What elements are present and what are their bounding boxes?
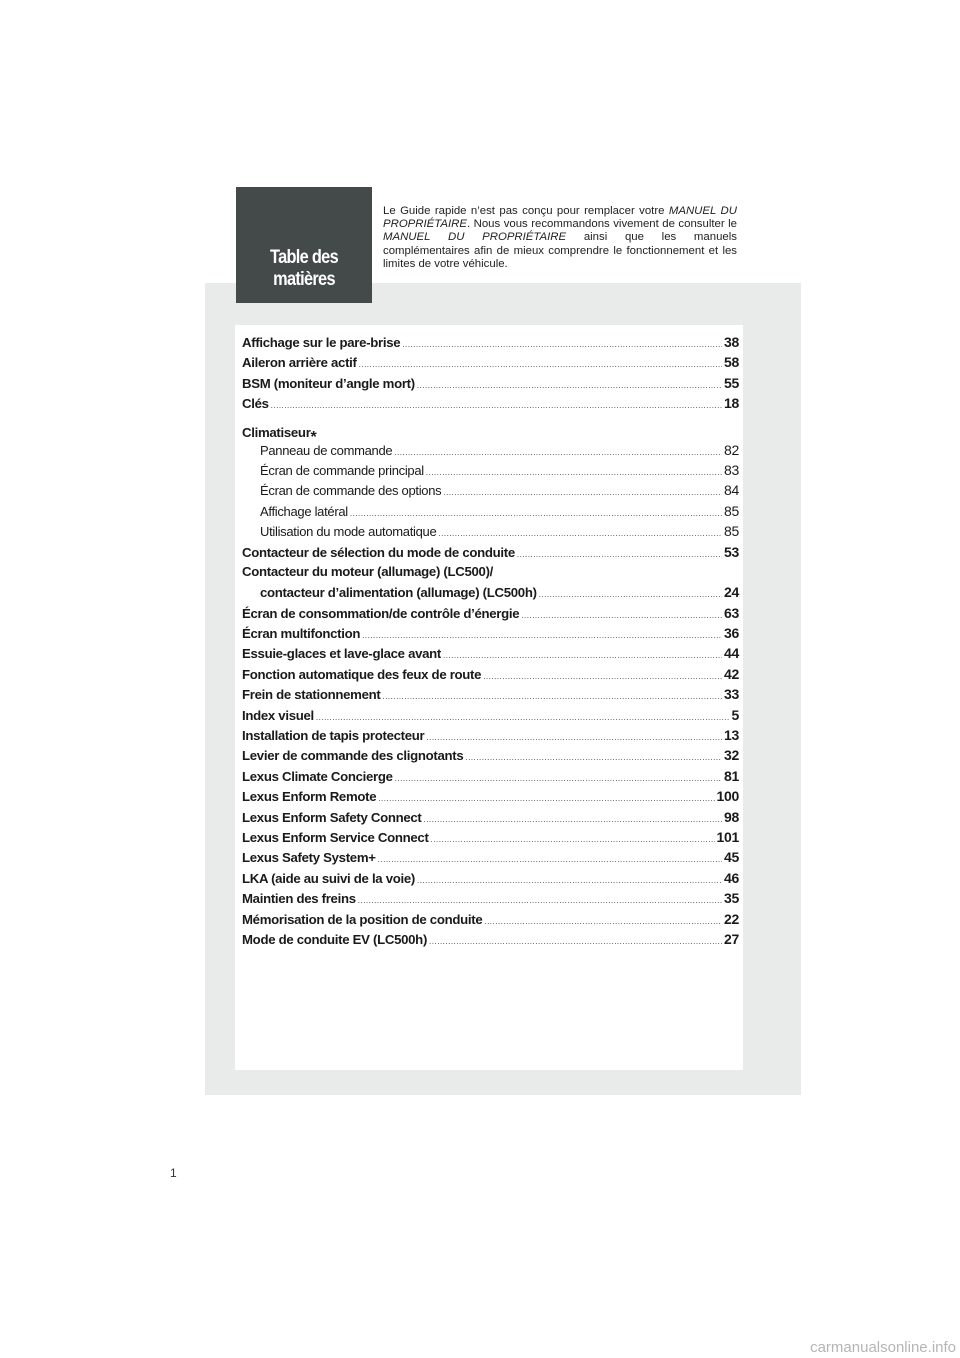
leader-dots	[431, 835, 715, 844]
leader-dots	[484, 917, 722, 926]
toc-entry[interactable]: Frein de stationnement ..... 33	[242, 686, 739, 706]
toc-entry[interactable]: Levier de commande des clignotants ..... 32	[242, 747, 739, 767]
toc-entry[interactable]: Index visuel ..... 5	[242, 707, 739, 727]
toc-entry[interactable]: Lexus Enform Service Connect ..... 101	[242, 829, 739, 849]
leader-dots	[358, 896, 722, 905]
leader-dots	[395, 774, 722, 783]
leader-dots	[362, 631, 722, 640]
toc-entry[interactable]: Lexus Enform Remote ..... 100	[242, 788, 739, 808]
leader-dots	[417, 876, 722, 885]
toc-entry[interactable]: Fonction automatique des feux de route ..... 42	[242, 666, 739, 686]
leader-dots	[417, 381, 722, 390]
watermark: carmanualsonline.info	[810, 1339, 956, 1356]
toc-subentry[interactable]: Panneau de commande ..... 82	[242, 442, 739, 462]
toc-entry[interactable]: Écran de consommation/de contrôle d’énergie ..... 63	[242, 605, 739, 625]
toc-entry[interactable]: Écran multifonction ..... 36	[242, 625, 739, 645]
toc-entry[interactable]: Clés ..... 18	[242, 395, 739, 415]
toc-subentry[interactable]: Utilisation du mode automatique ..... 85	[242, 523, 739, 543]
toc-entry[interactable]: Affichage sur le pare-brise ..... 38	[242, 334, 739, 354]
leader-dots	[539, 590, 722, 599]
toc-entry[interactable]: Mémorisation de la position de conduite ..... 22	[242, 911, 739, 931]
toc-subentry[interactable]: Écran de commande principal ..... 83	[242, 462, 739, 482]
intro-text-2: . Nous vous recommandons vivement de consulter le	[466, 218, 737, 231]
toc-list	[242, 334, 739, 951]
toc-entry[interactable]: Mode de conduite EV (LC500h) ..... 27	[242, 931, 739, 951]
intro-manual-ref-1: MANUEL DU PROPRIÉTAIRE	[383, 205, 737, 231]
toc-entry[interactable]: Lexus Climate Concierge ..... 81	[242, 768, 739, 788]
leader-dots	[483, 672, 722, 681]
intro-text-1: Le Guide rapide n’est pas conçu pour remplacer votre	[383, 205, 669, 217]
leader-dots	[426, 733, 722, 742]
leader-dots	[429, 937, 722, 946]
leader-dots	[438, 529, 722, 538]
leader-dots	[271, 401, 722, 410]
leader-dots	[521, 611, 722, 620]
leader-dots	[378, 794, 714, 803]
toc-subentry[interactable]: Écran de commande des options ..... 84	[242, 482, 739, 502]
toc-entry[interactable]: Installation de tapis protecteur ..... 13	[242, 727, 739, 747]
toc-entry[interactable]: Essuie-glaces et lave-glace avant ..... 44	[242, 645, 739, 665]
leader-dots	[443, 651, 722, 660]
toc-entry[interactable]: Maintien des freins ..... 35	[242, 890, 739, 910]
leader-dots	[443, 488, 722, 497]
toc-entry[interactable]: Lexus Safety System+ ..... 45	[242, 849, 739, 869]
page-title: Table des matières	[270, 247, 338, 290]
leader-dots	[316, 713, 730, 722]
leader-dots	[378, 855, 722, 864]
leader-dots	[424, 815, 723, 824]
toc-entry[interactable]: Aileron arrière actif ..... 58	[242, 354, 739, 374]
toc-section-climatiseur: Climatiseur *	[242, 424, 317, 446]
toc-entry[interactable]: BSM (moniteur d’angle mort) ..... 55	[242, 375, 739, 395]
leader-dots	[350, 509, 722, 518]
toc-entry-line1[interactable]: Contacteur du moteur (allumage) (LC500)/	[242, 563, 494, 579]
title-block	[236, 187, 372, 303]
intro-text-3: ainsi que les manuels complémentaires afin de mieux comprendre le fonctionnement et les limites de votre véhicule.	[383, 231, 737, 270]
leader-dots	[359, 360, 722, 369]
intro-manual-ref-2: MANUEL DU PROPRIÉTAIRE	[383, 231, 567, 244]
toc-entry[interactable]: Lexus Enform Safety Connect ..... 98	[242, 809, 739, 829]
toc-entry-line2[interactable]: contacteur d’alimentation (allumage) (LC500h) ..... 24	[242, 584, 739, 604]
page-number: 1	[170, 1166, 177, 1180]
leader-dots	[394, 448, 722, 457]
toc-subentry[interactable]: Affichage latéral ..... 85	[242, 503, 739, 523]
leader-dots	[402, 340, 722, 349]
toc-entry[interactable]: Contacteur de sélection du mode de conduite ..... 53	[242, 544, 739, 564]
toc-entry[interactable]: LKA (aide au suivi de la voie) ..... 46	[242, 870, 739, 890]
leader-dots	[426, 468, 722, 477]
leader-dots	[382, 692, 722, 701]
leader-dots	[465, 753, 722, 762]
intro-paragraph	[383, 205, 737, 271]
leader-dots	[517, 550, 722, 559]
